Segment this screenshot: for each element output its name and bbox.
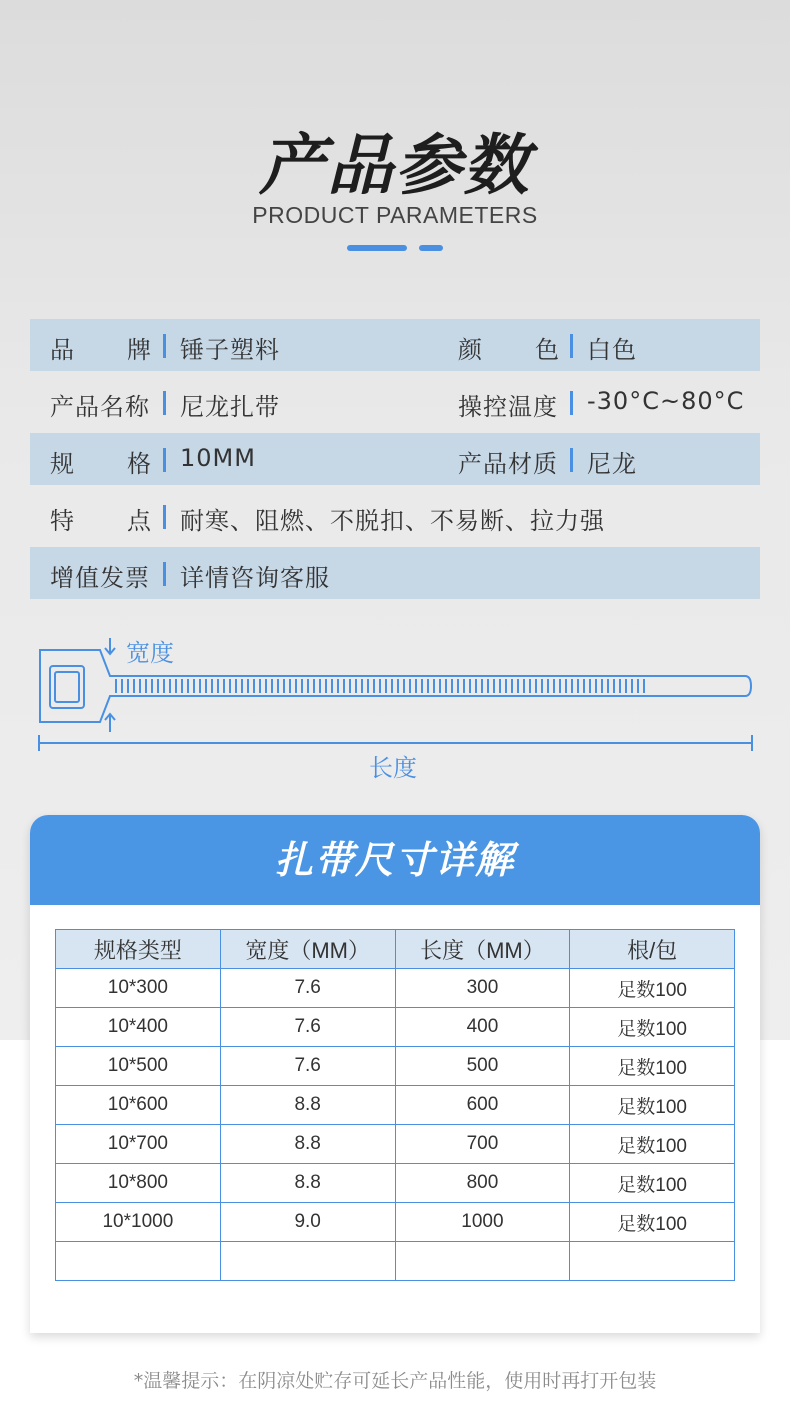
spec-label-char-1: 规 [50,450,75,478]
cell-pack: 足数100 [570,1164,735,1203]
page-title: 产品参数 [259,127,531,204]
color-label-char-2: 色 [535,336,560,364]
temp-label: 操控温度 [458,393,558,421]
width-label: 宽度 [126,639,174,667]
temp-value: -30°C~80°C [587,387,745,415]
cell-spec [56,1242,221,1281]
cable-tie-head-inner [55,672,79,702]
spec-label [50,444,152,479]
color-value: 白色 [587,336,637,364]
name-label: 产品名称 [50,393,150,421]
brand-label-char-1: 品 [50,336,75,364]
cell-spec: 10*1000 [56,1203,221,1242]
separator-bar [163,391,166,415]
separator-bar [163,334,166,358]
separator-bar [163,562,166,586]
cell-length: 700 [395,1125,570,1164]
separator-bar [163,505,166,529]
cell-length: 600 [395,1086,570,1125]
cell-length: 300 [395,969,570,1008]
table-row [56,969,735,1008]
brand-value: 锤子塑料 [180,336,280,364]
separator-bar [570,448,573,472]
cell-pack [570,1242,735,1281]
size-detail-card [30,815,760,1333]
cell-width: 7.6 [220,1047,395,1086]
separator-bar [570,391,573,415]
table-row-empty [56,1242,735,1281]
spec-value: 10MM [180,444,256,472]
cell-length: 800 [395,1164,570,1203]
header-width: 宽度（MM） [220,930,395,969]
name-value: 尼龙扎带 [180,393,280,421]
cable-tie-teeth [116,679,644,693]
cell-width: 7.6 [220,969,395,1008]
cell-width: 8.8 [220,1164,395,1203]
material-value: 尼龙 [587,450,637,478]
table-row [56,1008,735,1047]
header-pack: 根/包 [570,930,735,969]
cell-spec: 10*600 [56,1086,221,1125]
parameter-list [30,319,760,604]
cell-pack: 足数100 [570,1008,735,1047]
cable-tie-diagram [0,630,790,790]
cell-spec: 10*300 [56,969,221,1008]
table-row [56,1125,735,1164]
header-spec: 规格类型 [56,930,221,969]
cell-spec: 10*400 [56,1008,221,1047]
page-subtitle: PRODUCT PARAMETERS [252,202,538,228]
cell-spec: 10*500 [56,1047,221,1086]
cell-width: 7.6 [220,1008,395,1047]
cell-pack: 足数100 [570,969,735,1008]
cell-length: 500 [395,1047,570,1086]
feature-label-char-1: 特 [50,507,75,535]
cell-width [220,1242,395,1281]
cell-pack: 足数100 [570,1047,735,1086]
cell-spec: 10*800 [56,1164,221,1203]
feature-label-char-2: 点 [127,507,152,535]
table-row [56,1086,735,1125]
separator-bar [163,448,166,472]
feature-value: 耐寒、阻燃、不脱扣、不易断、拉力强 [180,507,605,535]
title-underline-short [419,245,443,251]
length-label: 长度 [369,754,417,782]
cell-pack: 足数100 [570,1125,735,1164]
size-table [55,929,735,1281]
table-row [56,1203,735,1242]
cell-length [395,1242,570,1281]
param-row-invoice [30,547,760,599]
param-row-spec [30,433,760,485]
feature-label [50,501,152,536]
cell-pack: 足数100 [570,1086,735,1125]
cell-spec: 10*700 [56,1125,221,1164]
brand-label [50,330,152,365]
cell-length: 400 [395,1008,570,1047]
color-label-char-1: 颜 [458,336,483,364]
separator-bar [570,334,573,358]
cell-width: 9.0 [220,1203,395,1242]
spec-label-char-2: 格 [127,450,152,478]
cell-length: 1000 [395,1203,570,1242]
param-row-brand [30,319,760,371]
storage-tip: *温馨提示：在阴凉处贮存可延长产品性能，使用时再打开包装 [133,1370,657,1392]
color-label [458,330,560,365]
cell-pack: 足数100 [570,1203,735,1242]
table-header-row [56,930,735,969]
size-detail-title: 扎带尺寸详解 [30,815,760,905]
brand-label-char-2: 牌 [127,336,152,364]
cell-width: 8.8 [220,1125,395,1164]
invoice-value: 详情咨询客服 [180,564,330,592]
material-label: 产品材质 [458,450,558,478]
header-length: 长度（MM） [395,930,570,969]
param-row-name [30,376,760,428]
table-row [56,1047,735,1086]
param-row-feature [30,490,760,542]
invoice-label: 增值发票 [50,564,150,592]
title-underline-long [347,245,407,251]
cell-width: 8.8 [220,1086,395,1125]
table-row [56,1164,735,1203]
